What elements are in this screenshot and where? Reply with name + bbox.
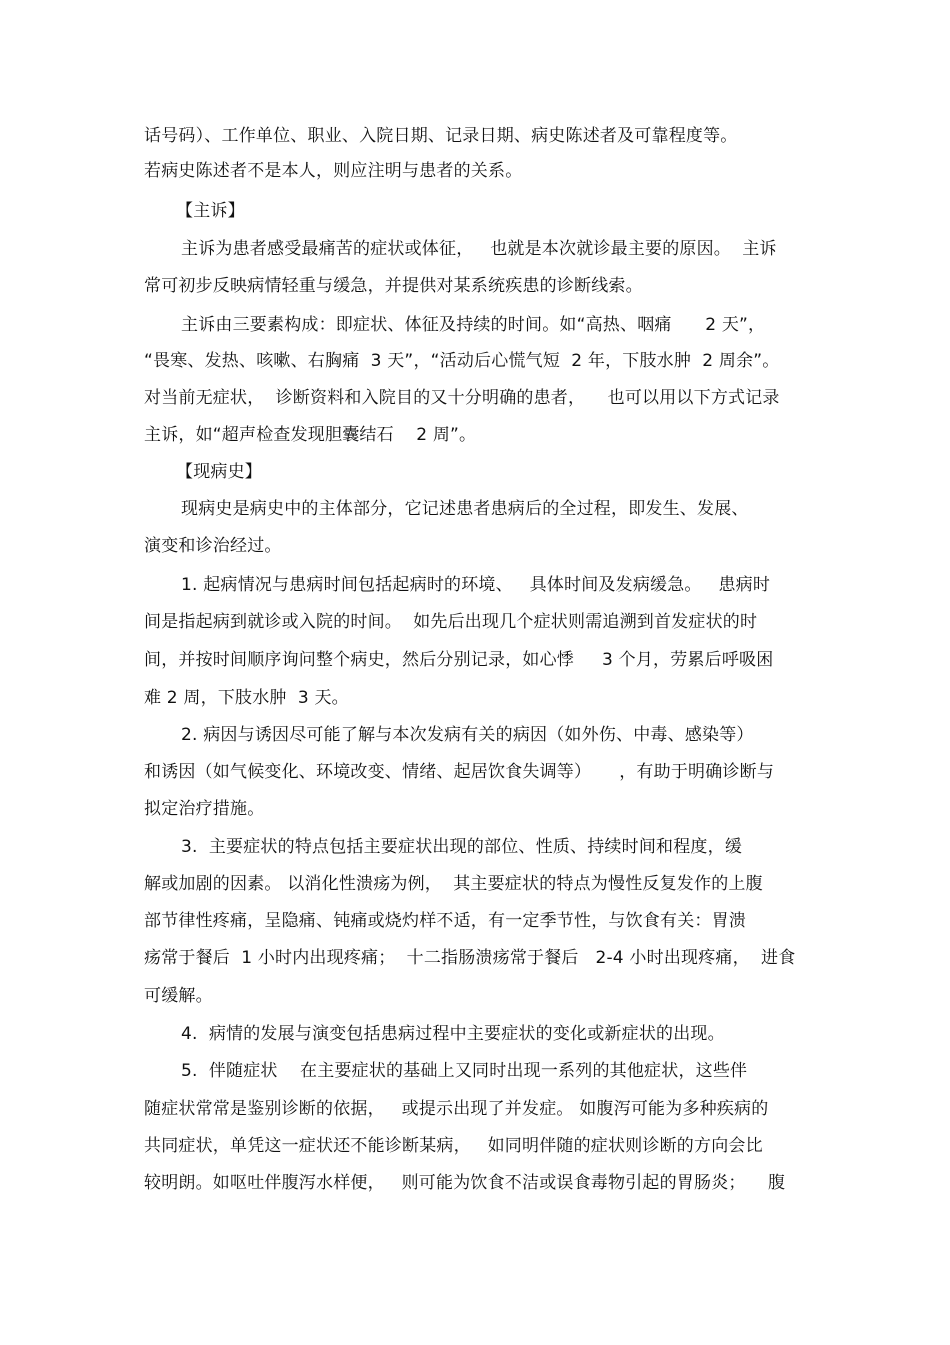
text-line: 3. 主要症状的特点包括主要症状出现的部位、性质、持续时间和程度，缓 <box>181 837 743 857</box>
text-line: 常可初步反映病情轻重与缓急，并提供对某系统疾患的诊断线索。 <box>144 276 643 296</box>
text-line: 1. 起病情况与患病时间包括起病时的环境、 具体时间及发病缓急。 患病时 <box>181 575 771 595</box>
text-line: 部节律性疼痛，呈隐痛、钝痛或烧灼样不适，有一定季节性，与饮食有关：胃溃 <box>144 911 746 931</box>
text-line: 间，并按时间顺序询问整个病史，然后分别记录，如心悸 3 个月，劳累后呼吸困 <box>144 650 774 670</box>
text-line: 解或加剧的因素。 以消化性溃疡为例， 其主要症状的特点为慢性反复发作的上腹 <box>144 874 763 894</box>
section-heading: 【现病史】 <box>176 462 262 482</box>
text-line: 拟定治疗措施。 <box>144 799 265 819</box>
text-line: 演变和诊治经过。 <box>144 536 282 556</box>
text-line: 随症状常常是鉴别诊断的依据， 或提示出现了并发症。 如腹泻可能为多种疾病的 <box>144 1099 769 1119</box>
text-line: 共同症状，单凭这一症状还不能诊断某病， 如同明伴随的症状则诊断的方向会比 <box>144 1136 763 1156</box>
text-line: 5. 伴随症状 在主要症状的基础上又同时出现一系列的其他症状，这些伴 <box>181 1061 748 1081</box>
text-line: 主诉，如“超声检查发现胆囊结石 2 周”。 <box>144 425 477 445</box>
text-line: 疡常于餐后 1 小时内出现疼痛； 十二指肠溃疡常于餐后 2-4 小时出现疼痛， 进食 <box>144 948 796 968</box>
text-line: 4. 病情的发展与演变包括患病过程中主要症状的变化或新症状的出现。 <box>181 1024 725 1044</box>
text-line: 主诉由三要素构成：即症状、体征及持续的时间。如“高热、咽痛 2 天”， <box>181 315 766 335</box>
text-line: 和诱因（如气候变化、环境改变、情绪、起居饮食失调等） ，有助于明确诊断与 <box>144 762 775 782</box>
text-line: 较明朗。如呕吐伴腹泻水样便， 则可能为饮食不洁或误食毒物引起的胃肠炎； 腹 <box>144 1173 786 1193</box>
text-line: 话号码）、工作单位、职业、入院日期、记录日期、病史陈述者及可靠程度等。 <box>144 126 738 146</box>
text-line: “畏寒、发热、咳嗽、右胸痛 3 天”，“活动后心慌气短 2 年，下肢水肿 2 周余”。 <box>144 351 780 371</box>
text-line: 若病史陈述者不是本人，则应注明与患者的关系。 <box>144 161 523 181</box>
text-line: 间是指起病到就诊或入院的时间。 如先后出现几个症状则需追溯到首发症状的时 <box>144 612 758 632</box>
section-heading: 【主诉】 <box>176 201 245 221</box>
text-line: 难 2 周，下肢水肿 3 天。 <box>144 688 349 708</box>
text-line: 对当前无症状， 诊断资料和入院目的又十分明确的患者， 也可以用以下方式记录 <box>144 388 780 408</box>
text-line: 现病史是病史中的主体部分，它记述患者患病后的全过程，即发生、发展、 <box>181 499 749 519</box>
text-line: 2. 病因与诱因尽可能了解与本次发病有关的病因（如外伤、中毒、感染等） <box>181 725 754 745</box>
text-line: 主诉为患者感受最痛苦的症状或体征， 也就是本次就诊最主要的原因。 主诉 <box>181 239 777 259</box>
text-line: 可缓解。 <box>144 986 213 1006</box>
